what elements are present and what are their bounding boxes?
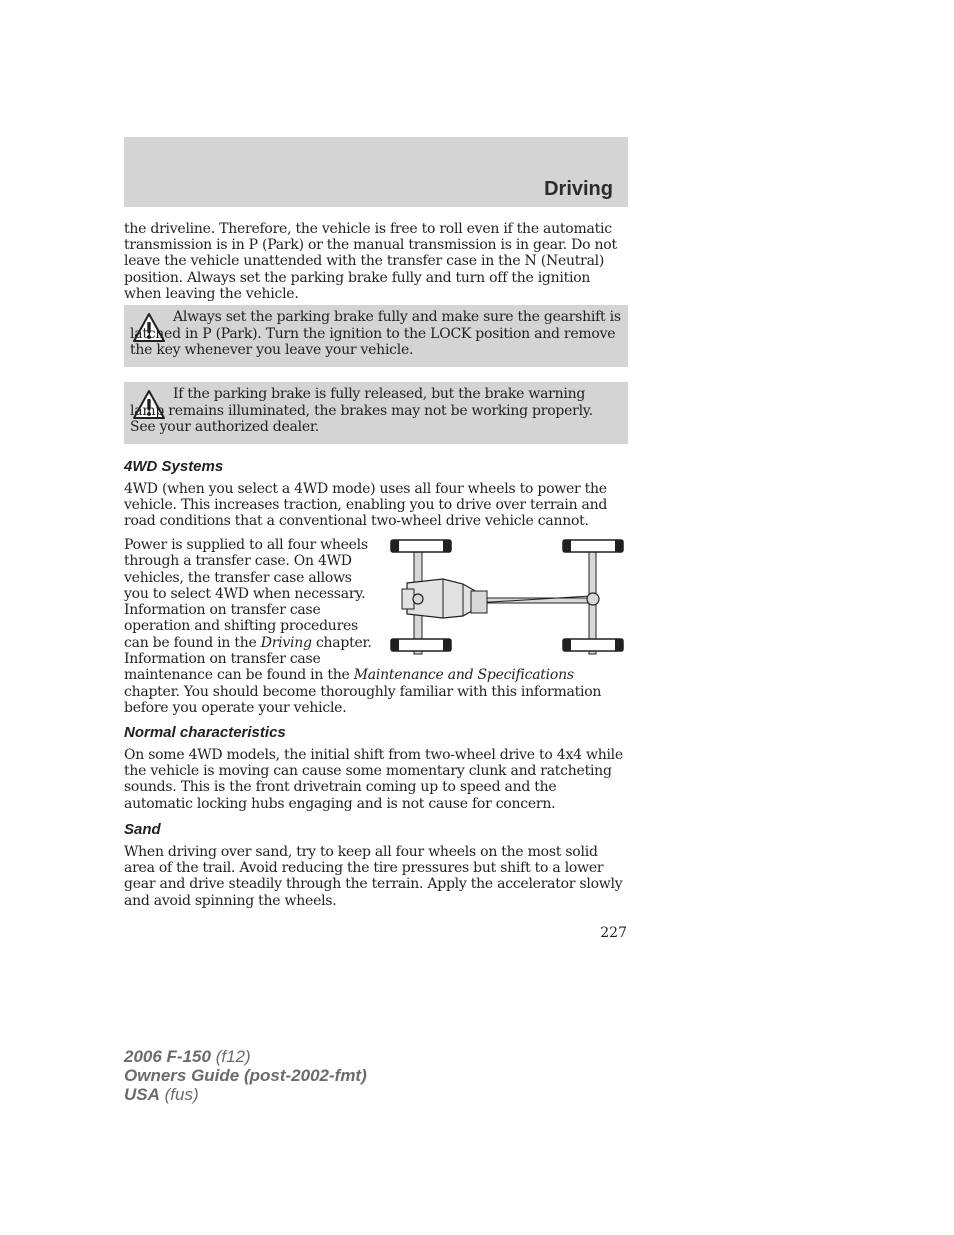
footer-guide: Owners Guide (post-2002-fmt) [124, 1066, 367, 1085]
warning-box-parking [124, 305, 628, 367]
section-heading-normal-characteristics: Normal characteristics [124, 724, 286, 741]
chapter-reference: Driving [260, 634, 312, 651]
chapter-reference: Maintenance and Specifications [353, 667, 574, 684]
warning-box-brake [124, 382, 628, 444]
page-number: 227 [600, 925, 627, 941]
text-run: chapter. You should become thoroughly familiar with this information before you operate your vehicle. [124, 683, 602, 716]
footer-model: 2006 F-150 [124, 1047, 211, 1066]
intro-paragraph: the driveline. Therefore, the vehicle is free to roll even if the automatic transmission is in P (Park) or the manual transmission is in gear. Do not leave the vehicle unattended with the transfer case in the N (Neutral) position. Always set the parking brake fully and turn off the ignition when leaving the vehicle. [124, 221, 617, 302]
text-run: chapter. Information on transfer case maintenance can be found in the [124, 634, 372, 684]
chapter-header-band [124, 137, 628, 207]
text-run: Power is supplied to all four wheels through a transfer case. On 4WD vehicles, the transfer case allows you to select 4WD when necessary. Information on transfer case operation and shifting procedures can be found in the [124, 537, 368, 651]
footer-model-code: (f12) [215, 1047, 251, 1066]
footer-market: USA [124, 1085, 160, 1104]
4wd-drivetrain-figure [385, 536, 627, 658]
document-footer [124, 1047, 367, 1104]
footer-line [124, 1066, 367, 1085]
footer-market-code: (fus) [164, 1085, 199, 1104]
paragraph-normal-characteristics: On some 4WD models, the initial shift from two-wheel drive to 4x4 while the vehicle is moving can cause some momentary clunk and ratcheting sounds. This is the front drivetrain coming up to speed and the automatic locking hubs engaging and is not cause for concern. [124, 747, 623, 812]
footer-line [124, 1047, 367, 1066]
section-heading-sand: Sand [124, 821, 161, 838]
warning-text: If the parking brake is fully released, but the brake warning lamp remains illuminated, the brakes may not be working properly. See your authorized dealer. [130, 386, 593, 435]
paragraph-4wd-intro: 4WD (when you select a 4WD mode) uses all four wheels to power the vehicle. This increases traction, enabling you to drive over terrain and road conditions that a conventional two-wheel drive vehicle cannot. [124, 481, 608, 530]
footer-line [124, 1085, 367, 1104]
warning-text: Always set the parking brake fully and make sure the gearshift is latched in P (Park). Turn the ignition to the LOCK position and remove the key whenever you leave your vehicle. [130, 309, 621, 358]
section-heading-4wd: 4WD Systems [124, 458, 224, 475]
chapter-title: Driving [544, 178, 613, 200]
paragraph-sand: When driving over sand, try to keep all four wheels on the most solid area of the trail. Avoid reducing the tire pressures but shift to a lower gear and drive steadily through the terrain. Apply the accelerator slowly and avoid spinning the wheels. [124, 844, 623, 909]
